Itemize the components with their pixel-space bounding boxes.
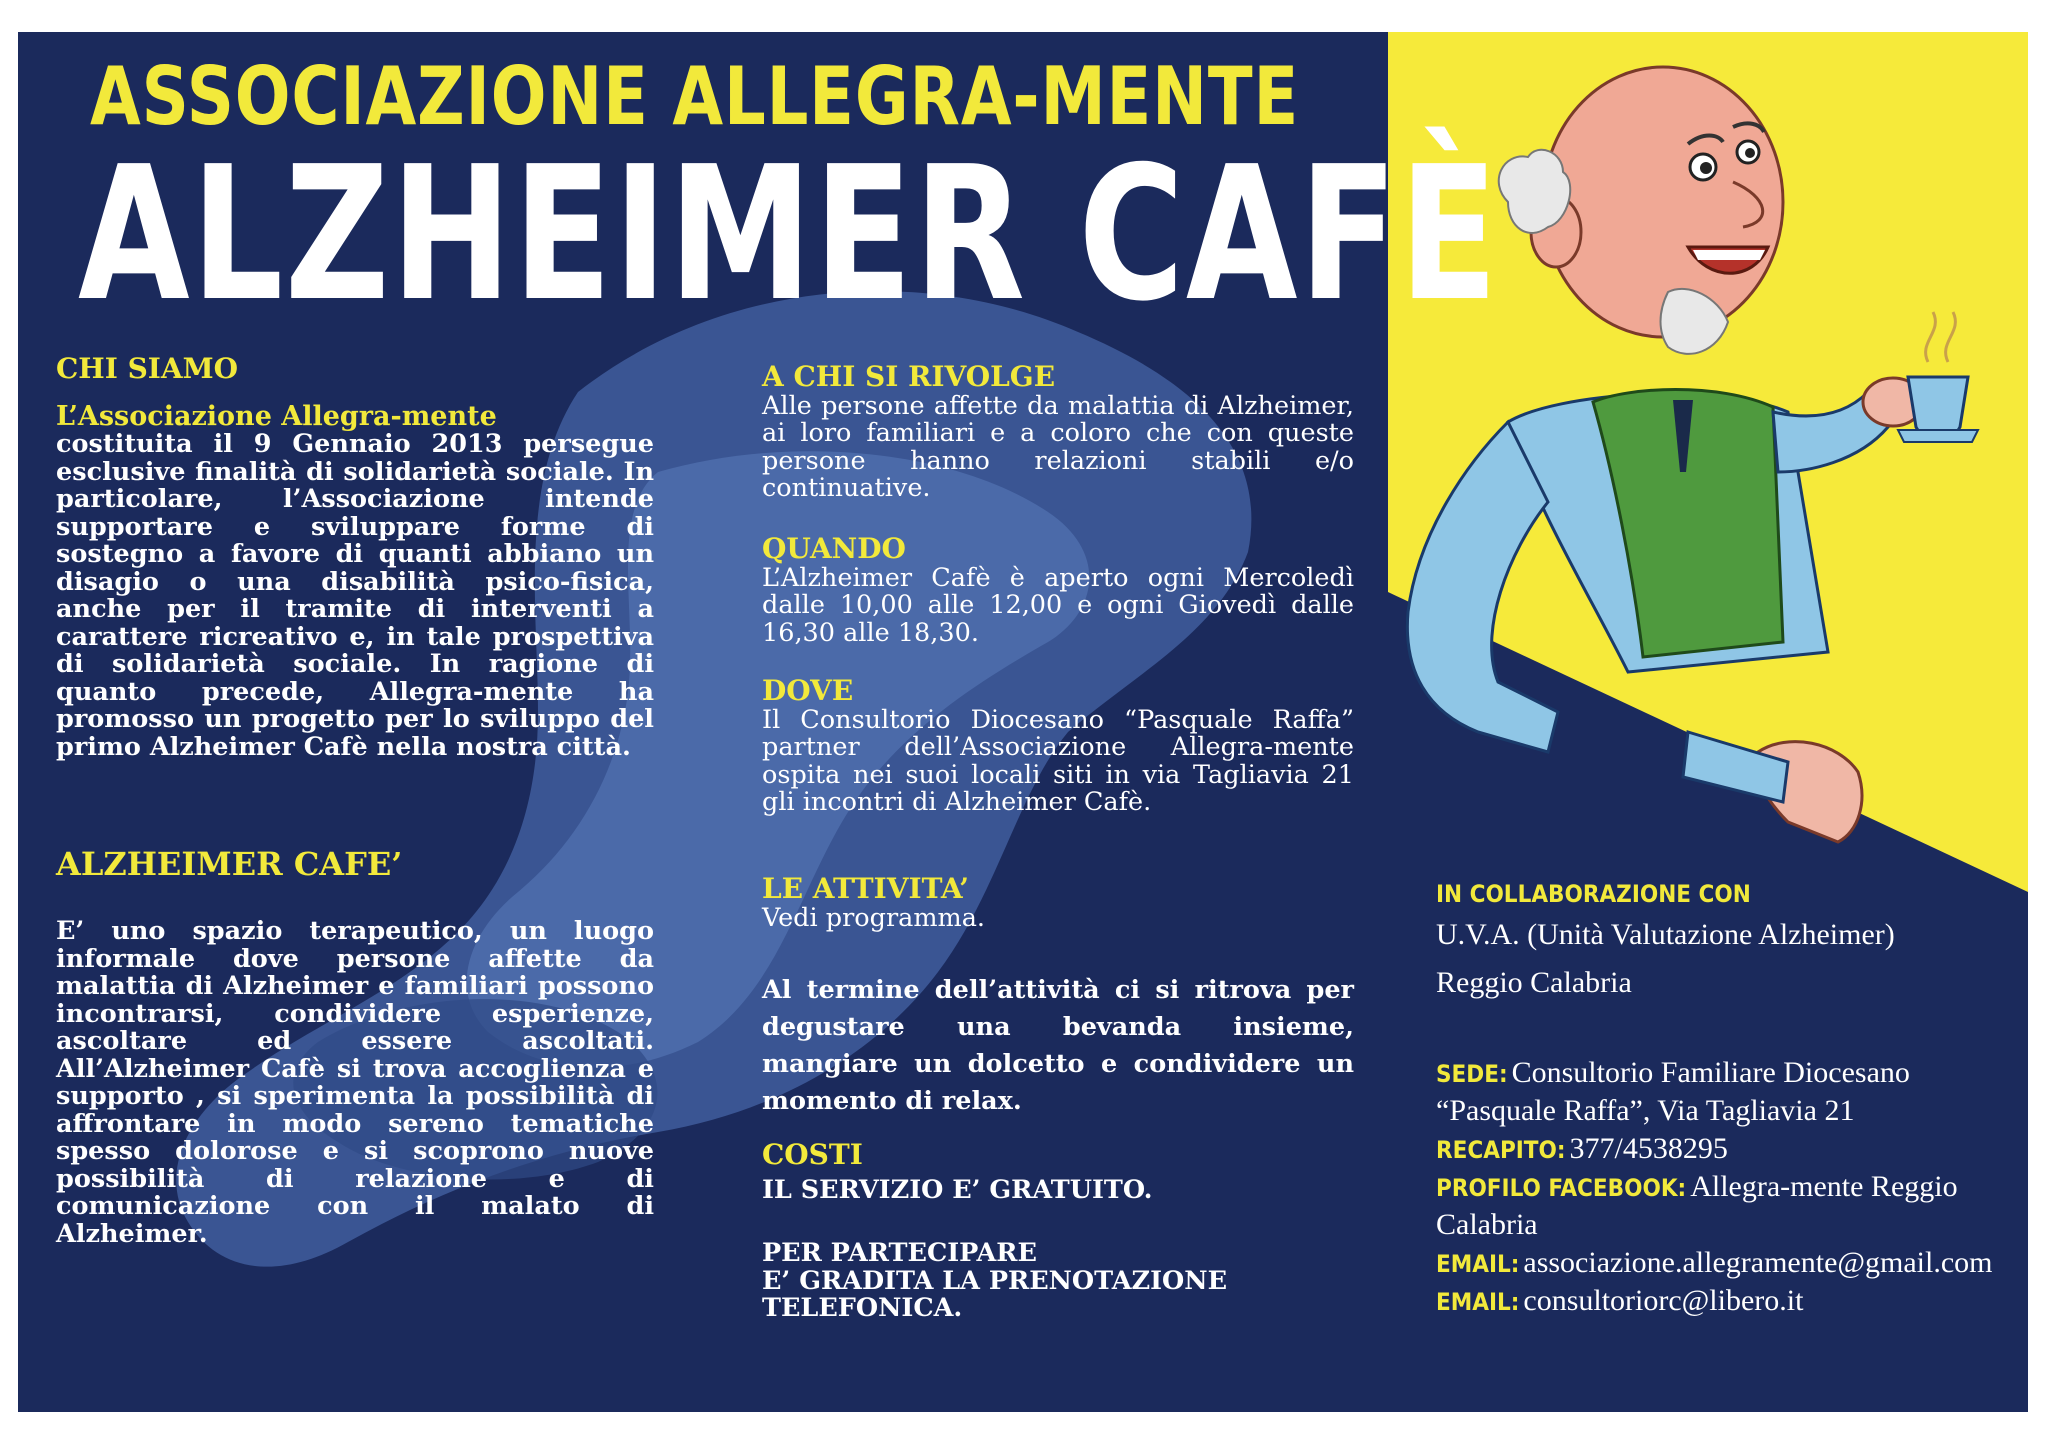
attivita-heading: LE ATTIVITA’ [762,872,970,905]
chi-siamo-heading: CHI SIAMO [56,352,239,385]
facebook-label: PROFILO FACEBOOK: [1436,1174,1687,1202]
costi-body: IL SERVIZIO E’ GRATUITO. [762,1174,1153,1205]
flyer [18,32,2028,1412]
dove-section [762,676,1354,817]
a-chi-section [762,362,1354,503]
costi-section [762,1140,1354,1204]
attivita-body: Vedi programma. [762,902,986,933]
facebook-line1[interactable]: Allegra-mente Reggio [1690,1170,1958,1203]
alzheimer-cafe-heading: ALZHEIMER CAFE’ [56,845,403,883]
chi-siamo-section [56,354,654,385]
a-chi-heading: A CHI SI RIVOLGE [762,360,1056,393]
attivita-extra: Al termine dell’attività ci si ritrova per degustare una bevanda insieme, mangiare un dolcetto e condividere un momento di relax. [762,975,1354,1116]
attivita-section [762,874,1354,932]
recapito-label: RECAPITO: [1436,1136,1566,1164]
alzheimer-cafe-body: E’ uno spazio terapeutico, un luogo informale dove persone affette da malattia di Alzheimer e familiari possono incontrarsi, condividere esperienze, ascoltare ed essere ascoltati. All’Alzheimer Cafè si trova accoglienza e supporto , si sperimenta la possibilità di affrontare in modo sereno tematiche spesso dolorose e si scoprono nuove possibilità di relazione e di comunicazione con il malato di Alzheimer. [56,916,654,1249]
quando-section [762,534,1354,647]
city-text: Reggio Calabria [1436,966,1632,999]
partecipare-line1: PER PARTECIPARE [762,1238,1037,1268]
chi-siamo-subheading: L’Associazione Allegra-mente [56,401,497,432]
chi-siamo-body: costituita il 9 Gennaio 2013 persegue esclusive finalità di solidarietà sociale. In particolare, l’Associazione intende supportare e sviluppare forme di sostegno a favore di quanti abbiano un disagio o una disabilità psico-fisica, anche per il tramite di interventi a carattere ricreativo e, in tale prospettiva di solidarietà sociale. In ragione di quanto precede, Allegra-mente ha promosso un progetto per lo sviluppo del primo Alzheimer Cafè nella nostra città. [56,429,654,762]
partecipare-line2: E’ GRADITA LA PRENOTAZIONE [762,1265,1228,1296]
sede-row [1436,1054,1910,1097]
facebook-line2[interactable]: Calabria [1436,1208,1538,1241]
dove-body: Il Consultorio Diocesano “Pasquale Raffa” partner dell’Associazione Allegra-mente ospita nei suoi locali siti in via Tagliavia 21 gli incontri di Alzheimer Cafè. [762,704,1354,818]
email-label-2: EMAIL: [1436,1288,1520,1316]
main-title: ALZHEIMER CAFÈ [78,126,1500,342]
facebook-row [1436,1168,1958,1211]
uva-text: U.V.A. (Unità Valutazione Alzheimer) [1436,918,1895,951]
email-row-2 [1436,1282,1803,1325]
alzheimer-cafe-body-block [56,918,654,1248]
costi-heading: COSTI [762,1138,863,1171]
alzheimer-cafe-section [56,847,654,882]
email-row-1 [1436,1244,1993,1287]
org-title: ASSOCIAZIONE ALLEGRA-MENTE [90,50,1300,143]
partecipare-section [762,1240,1354,1323]
email-label-1: EMAIL: [1436,1250,1520,1278]
sede-line2: “Pasquale Raffa”, Via Tagliavia 21 [1436,1094,1855,1127]
a-chi-body: Alle persone affette da malattia di Alzheimer, ai loro familiari e a coloro che con queste persone hanno relazioni stabili e/o continuative. [762,390,1354,504]
quando-body: L’Alzheimer Cafè è aperto ogni Mercoledì dalle 10,00 alle 12,00 e ogni Giovedì dalle 16,30 alle 18,30. [762,562,1354,648]
collab-label: IN COLLABORAZIONE CON [1436,880,1751,908]
email-value-2[interactable]: consultoriorc@libero.it [1523,1284,1804,1317]
sede-label: SEDE: [1436,1060,1508,1088]
partecipare-line3: TELEFONICA. [762,1293,963,1323]
recapito-row [1436,1130,1728,1173]
dove-heading: DOVE [762,674,854,707]
chi-siamo-body-block [56,402,654,761]
email-value-1[interactable]: associazione.allegramente@gmail.com [1523,1246,1993,1279]
attivita-extra-block [762,972,1354,1120]
recapito-value[interactable]: 377/4538295 [1569,1132,1728,1165]
quando-heading: QUANDO [762,532,906,565]
sede-line1: Consultorio Familiare Diocesano [1511,1056,1910,1089]
